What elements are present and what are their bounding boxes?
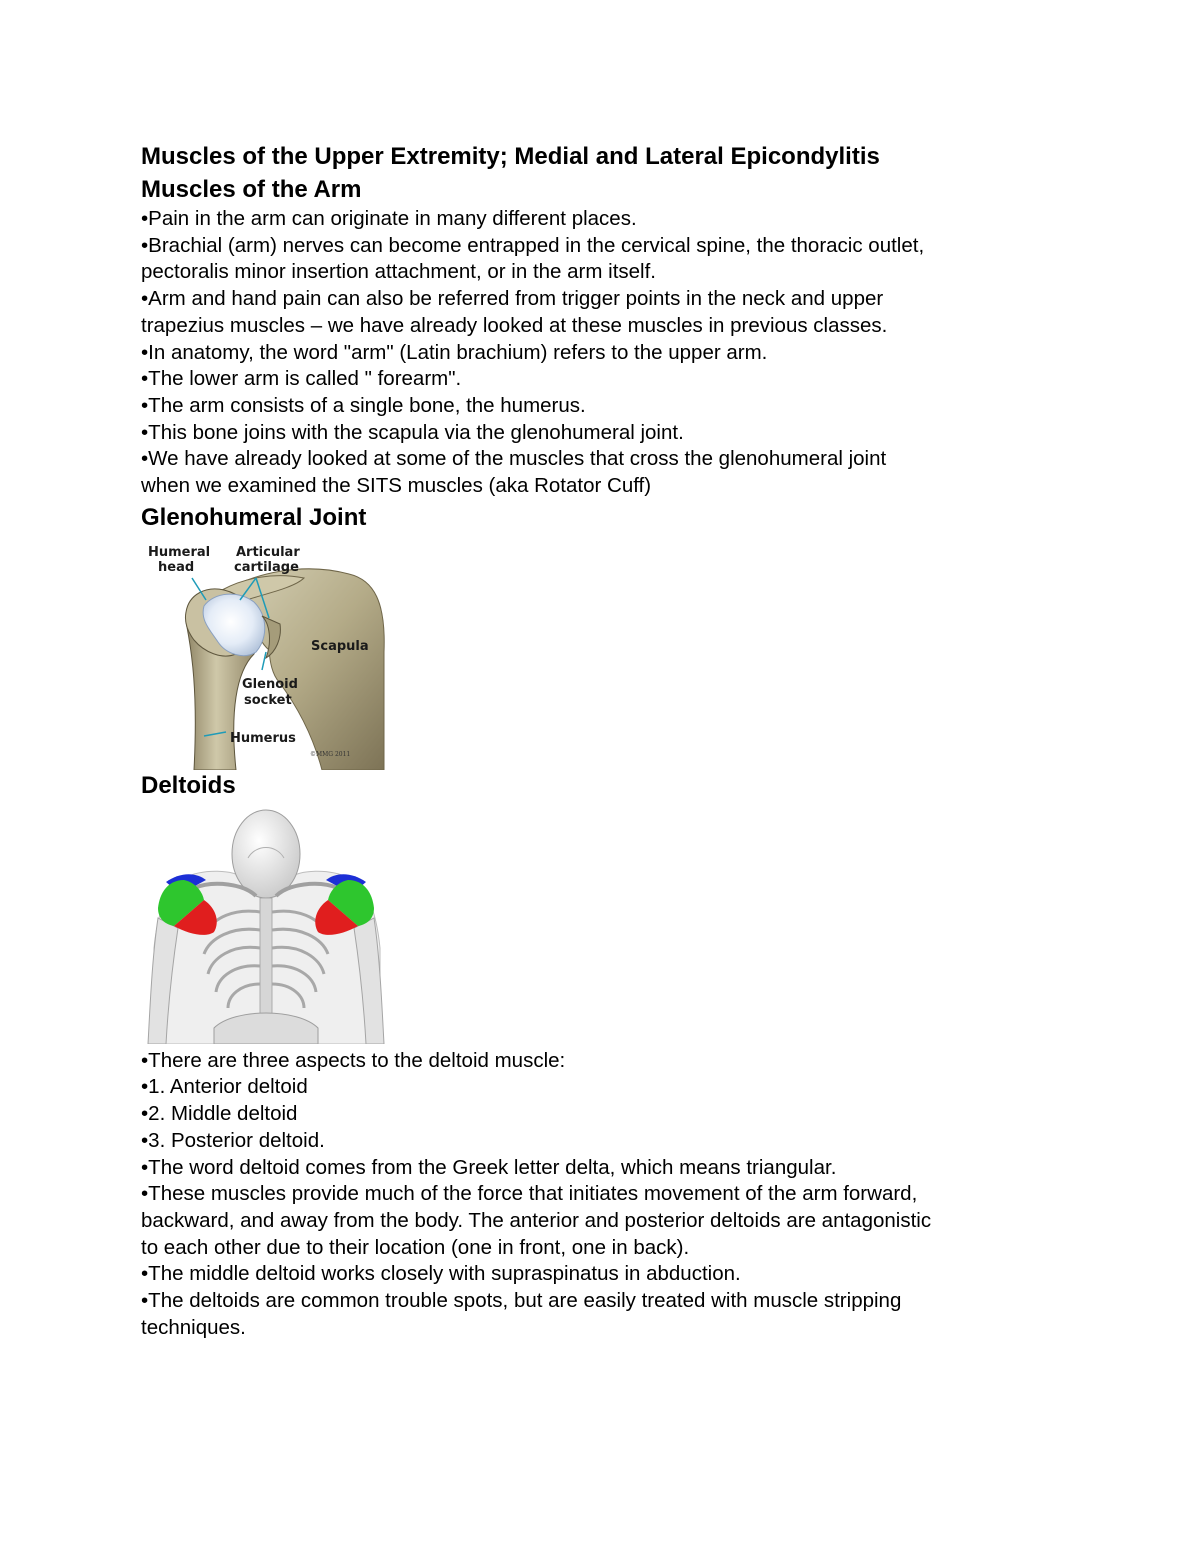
text-line: •The middle deltoid works closely with supraspinatus in abduction. [141,1262,741,1286]
text-line: •In anatomy, the word "arm" (Latin brachium) refers to the upper arm. [141,340,768,364]
arm-paragraphs [141,206,1081,500]
label-humeral-head-2: head [158,559,195,575]
label-humerus: Humerus [230,730,296,746]
text-line: •The lower arm is called " forearm". [141,367,462,391]
heading-deltoids: Deltoids [141,771,236,799]
text-line: •Pain in the arm can originate in many different places. [141,207,637,230]
text-line: •Arm and hand pain can also be referred from trigger points in the neck and upper [141,287,884,311]
label-humeral-head-1: Humeral [148,544,211,560]
label-scapula: Scapula [311,638,369,654]
text-line: •The word deltoid comes from the Greek letter delta, which means triangular. [141,1155,837,1179]
text-line: •This bone joins with the scapula via the glenohumeral joint. [141,420,684,444]
text-line: trapezius muscles – we have already looked at these muscles in previous classes. [141,313,888,337]
text-line: •Brachial (arm) nerves can become entrapped in the cervical spine, the thoracic outlet, [141,233,925,257]
text-line: •These muscles provide much of the force that initiates movement of the arm forward, [141,1182,918,1206]
label-glenoid-socket-1: Glenoid [242,676,298,692]
text-line: •The deltoids are common trouble spots, but are easily treated with muscle stripping [141,1289,902,1313]
glenohumeral-joint-illustration [144,542,389,770]
text-line: •There are three aspects to the deltoid muscle: [141,1048,566,1072]
text-line: •The arm consists of a single bone, the humerus. [141,393,586,417]
heading-muscles-of-the-arm: Muscles of the Arm [141,176,362,203]
copyright-mark: ©MMG 2011 [310,750,351,758]
text-line: to each other due to their location (one in front, one in back). [141,1235,690,1259]
text-line: •We have already looked at some of the muscles that cross the glenohumeral joint [141,447,887,471]
deltoid-illustration [144,808,389,1044]
label-articular-cartilage-1: Articular [236,544,300,560]
text-line: •2. Middle deltoid [141,1102,298,1126]
deltoid-paragraphs [141,1048,1081,1342]
text-line: techniques. [141,1315,246,1339]
text-line: when we examined the SITS muscles (aka Rotator Cuff) [141,474,652,498]
document-content [141,140,1081,1341]
text-line: •3. Posterior deltoid. [141,1128,325,1152]
label-glenoid-socket-2: socket [244,692,292,708]
text-line: pectoralis minor insertion attachment, or in the arm itself. [141,260,656,284]
text-line: •1. Anterior deltoid [141,1075,308,1099]
heading-glenohumeral-joint: Glenohumeral Joint [141,503,367,531]
label-articular-cartilage-2: cartilage [234,559,299,575]
text-line: backward, and away from the body. The anterior and posterior deltoids are antagonistic [141,1208,932,1232]
document-title: Muscles of the Upper Extremity; Medial and Lateral Epicondylitis [141,143,880,170]
